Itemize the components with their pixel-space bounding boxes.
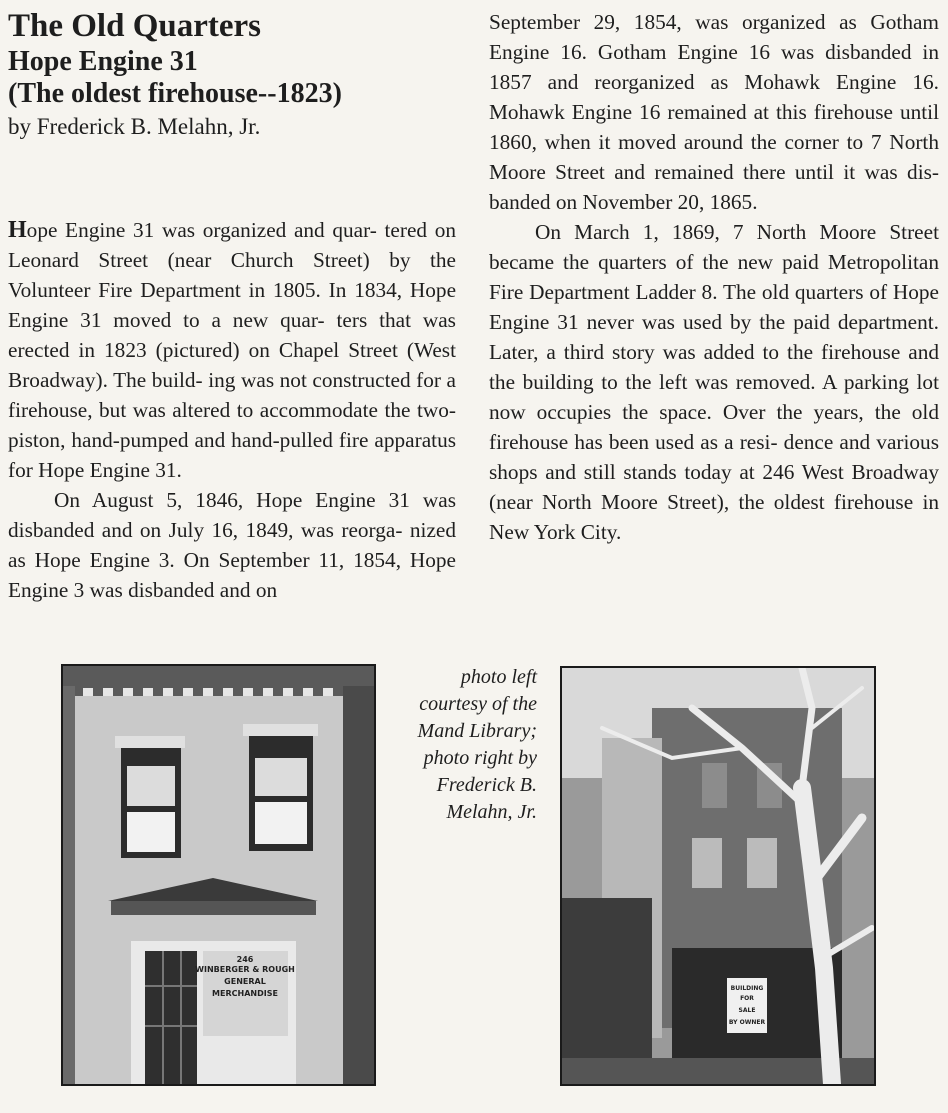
text-line: banded on November 20, 1865. bbox=[489, 190, 758, 214]
sign-line: MERCHANDISE bbox=[212, 989, 278, 998]
text-line: Street became the quarters of the new paid bbox=[489, 220, 940, 274]
paragraph-2 bbox=[8, 485, 456, 605]
text-line: lot now occupies the space. Over the years, bbox=[489, 370, 939, 424]
photo-old-firehouse bbox=[61, 664, 376, 1086]
text-line: York City. bbox=[533, 520, 622, 544]
text-line: dence and various shops and still stands bbox=[489, 430, 939, 484]
sign-line: GENERAL bbox=[224, 977, 266, 986]
text-line: On August 5, 1846, Hope Engine 31 was bbox=[54, 488, 456, 512]
text-line: Gotham Engine 16. Gotham Engine 16 was bbox=[489, 10, 940, 64]
text-line: disbanded in 1857 and reorganized as bbox=[489, 40, 939, 94]
text-line: Metropolitan Fire Department Ladder 8. The bbox=[489, 250, 940, 304]
article-title: The Old Quarters bbox=[8, 8, 261, 44]
text-line: Mohawk Engine 16. Mohawk Engine 16 bbox=[489, 70, 939, 124]
paragraph-3 bbox=[489, 7, 939, 217]
paragraph-4 bbox=[489, 217, 939, 547]
sign-line: BY OWNER bbox=[728, 1019, 766, 1026]
sign-line: BUILDING bbox=[730, 985, 764, 992]
text-line: used by the paid department. Later, a third bbox=[489, 310, 939, 364]
sign-line: FOR bbox=[740, 995, 754, 1002]
text-line: was altered to accommodate the two-piston, bbox=[8, 398, 456, 452]
firehouse-facade-illustration bbox=[63, 666, 374, 1084]
text-line: Street and remained there until it was dis- bbox=[555, 160, 940, 184]
text-line: building to the left was removed. A parking bbox=[522, 370, 909, 394]
text-line: 1854, Hope Engine 3 was disbanded and on bbox=[8, 548, 456, 602]
caption-line: courtesy of the bbox=[419, 693, 537, 715]
text-line: ope Engine 31 was organized and quar- bbox=[26, 218, 377, 242]
text-line: tered on Leonard Street (near Church Street) bbox=[8, 218, 456, 272]
caption-line: photo left bbox=[460, 666, 537, 688]
caption-line: Mand Library; bbox=[417, 720, 537, 742]
caption-line: Melahn, Jr. bbox=[446, 801, 537, 823]
text-line: ters that was erected in 1823 (pictured) on bbox=[8, 308, 456, 362]
text-line: September 29, 1854, was organized as bbox=[489, 10, 857, 34]
sign-line: SALE bbox=[738, 1007, 756, 1014]
text-line: old quarters of Hope Engine 31 never was bbox=[489, 280, 939, 334]
text-column-right bbox=[489, 7, 939, 547]
caption-line: photo right by bbox=[423, 747, 537, 769]
text-line: moved around the corner to 7 North Moore bbox=[489, 130, 939, 184]
drop-cap: H bbox=[8, 217, 27, 243]
text-line: 1834, Hope Engine 31 moved to a new quar- bbox=[8, 278, 457, 332]
sign-line: 246 bbox=[236, 955, 254, 964]
text-line: by the Volunteer Fire Department in 1805. In bbox=[8, 248, 457, 302]
text-line: today at 246 West Broadway (near North bbox=[489, 460, 939, 514]
text-line: story was added to the firehouse and the bbox=[489, 340, 940, 394]
sign-line: WINBERGER & ROUGH bbox=[195, 965, 295, 974]
text-line: On March 1, 1869, 7 North Moore bbox=[535, 220, 877, 244]
text-line: the old firehouse has been used as a resi- bbox=[489, 400, 939, 454]
text-line: ing was not constructed for a firehouse, but bbox=[8, 368, 456, 422]
article-byline: by Frederick B. Melahn, Jr. bbox=[8, 114, 261, 139]
text-line: hand-pumped and hand-pulled fire apparatus bbox=[71, 428, 457, 452]
text-line: Chapel Street (West Broadway). The build- bbox=[8, 338, 457, 392]
paragraph-1 bbox=[8, 215, 456, 485]
current-building-illustration bbox=[562, 668, 874, 1084]
photo-caption bbox=[392, 664, 537, 826]
caption-line: Frederick B. bbox=[436, 774, 537, 796]
photo-current-building bbox=[560, 666, 876, 1086]
text-column-left bbox=[8, 215, 456, 605]
text-line: for Hope Engine 31. bbox=[8, 458, 182, 482]
text-line: Moore Street), the oldest firehouse in New bbox=[489, 490, 940, 544]
text-line: remained at this firehouse until 1860, when it bbox=[489, 100, 940, 154]
title-block bbox=[8, 6, 468, 142]
article-subtitle-oldest: (The oldest firehouse--1823) bbox=[8, 78, 342, 109]
text-line: disbanded and on July 16, 1849, was reorga- bbox=[8, 518, 403, 542]
article-subtitle-engine: Hope Engine 31 bbox=[8, 46, 198, 77]
text-line: nized as Hope Engine 3. On September 11, bbox=[8, 518, 456, 572]
